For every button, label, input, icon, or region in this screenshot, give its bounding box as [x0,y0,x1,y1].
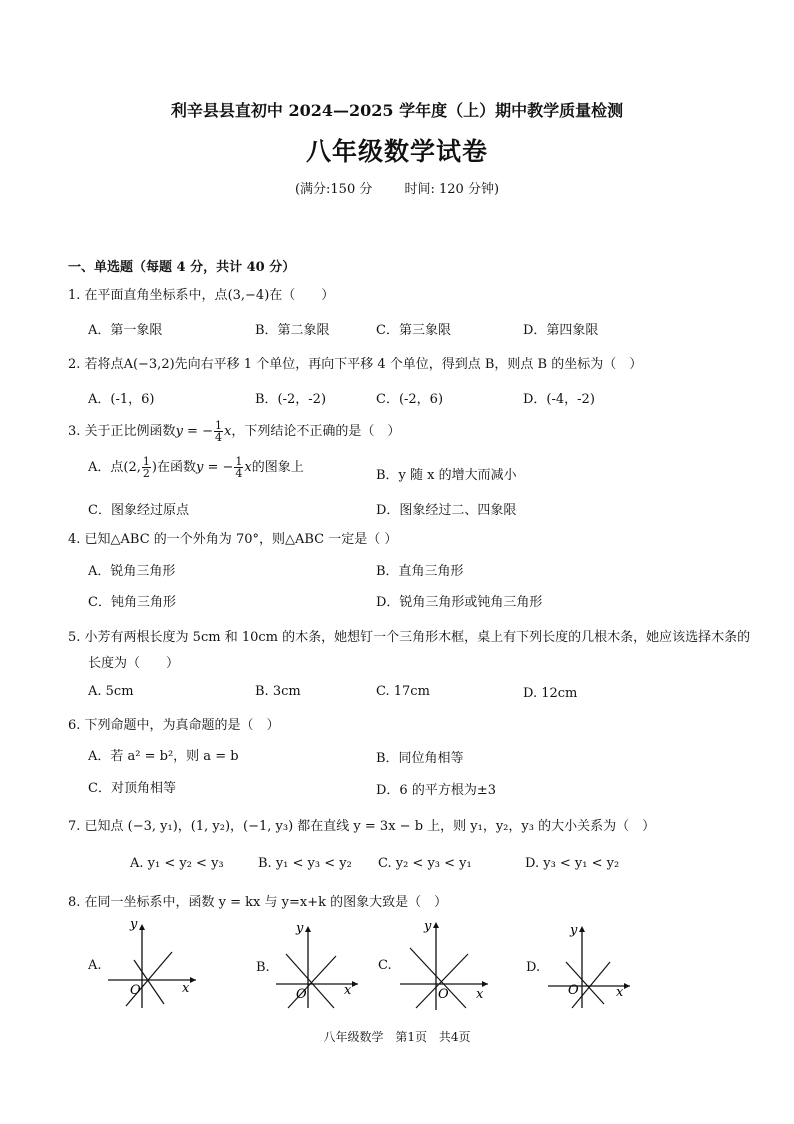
q3-option-b[interactable]: B．y 随 x 的增大而减小 [376,468,517,483]
y-axis-label: y [296,922,304,936]
section-heading: 一、单选题（每题 4 分，共计 40 分） [68,260,296,275]
q8-graph-c[interactable] [396,918,492,1014]
q8-graph-d[interactable] [544,922,634,1012]
question-7: 7. 已知点 (−3, y₁)，(1, y₂)，(−1, y₃) 都在直线 y = 3x − b 上，则 y₁，y₂，y₃ 的大小关系为（ ） [68,819,656,834]
q2-option-d[interactable]: D．(-4，-2) [523,392,595,407]
q1-option-c[interactable]: C．第三象限 [376,323,451,338]
exam-title: 八年级数学试卷 [305,137,488,166]
question-5: 5. 小芳有两根长度为 5cm 和 10cm 的木条，她想钉一个三角形木框，桌上有下列长度的几根木条，她应该选择木条的 [68,630,751,645]
origin-label: O [296,987,307,1002]
q4-option-b[interactable]: B．直角三角形 [376,564,464,579]
q6-option-b[interactable]: B．同位角相等 [376,751,464,766]
q7-option-a[interactable]: A. y₁ < y₂ < y₃ [130,856,224,871]
q4-option-d[interactable]: D．锐角三角形或钝角三角形 [376,595,543,610]
q3-option-a[interactable]: A．点(2, $\frac{1}{2}$ )在函数y = − $\frac{1}{4}$ x的图象上 [88,455,304,480]
q8-option-a-label[interactable]: A. [88,958,102,973]
q6-option-a[interactable]: A．若 a² = b²，则 a = b [88,749,239,764]
q1-option-b[interactable]: B．第二象限 [255,323,330,338]
q5-option-c[interactable]: C. 17cm [376,684,430,699]
q5-option-a[interactable]: A. 5cm [88,684,134,699]
fraction: $\frac{1}{4}$ [214,419,222,444]
point-expression: (3,−4) [227,288,270,303]
x-axis-label: x [616,985,624,1000]
question-5-line2: 长度为（ ） [88,656,180,671]
q8-option-b-label[interactable]: B. [256,960,270,975]
q4-option-c[interactable]: C．钝角三角形 [88,595,176,610]
q7-option-d[interactable]: D. y₃ < y₁ < y₂ [525,856,620,871]
q4-option-a[interactable]: A．锐角三角形 [88,564,176,579]
page-footer [0,1028,794,1045]
q7-option-b[interactable]: B. y₁ < y₃ < y₂ [258,856,352,871]
q6-option-c[interactable]: C．对顶角相等 [88,781,176,796]
q3-option-d[interactable]: D．图象经过二、四象限 [376,503,517,518]
question-6: 6. 下列命题中，为真命题的是（ ） [68,718,280,733]
q2-option-c[interactable]: C．(-2，6) [376,392,444,407]
x-axis-label: x [182,981,190,996]
origin-label: O [130,983,141,998]
q8-option-c-label[interactable]: C. [378,958,392,973]
x-axis-label: x [476,987,484,1002]
q3-option-c[interactable]: C．图象经过原点 [88,503,189,518]
q8-option-d-label[interactable]: D. [526,960,541,975]
footer-subject: 八年级数学 [323,1030,384,1044]
q2-option-a[interactable]: A．(-1，6) [88,392,155,407]
exam-time: 时间: 120 分钟) [404,182,500,197]
question-1: 1. 在平面直角坐标系中，点(3,−4)在（ ） [68,288,335,303]
school-title: 利辛县县直初中 2024—2025 学年度（上）期中教学质量检测 [170,101,624,120]
question-4: 4. 已知△ABC 的一个外角为 70°，则△ABC 一定是（ ） [68,532,398,547]
q5-option-d[interactable]: D. 12cm [523,686,578,701]
q8-graph-a[interactable] [104,920,200,1012]
origin-label: O [438,987,449,1002]
y-axis-label: y [130,920,138,932]
q8-graph-b[interactable] [272,922,362,1012]
exam-meta [0,178,794,197]
y-axis-label: y [424,919,432,934]
q1-option-a[interactable]: A．第一象限 [88,323,163,338]
footer-page: 第1页 [395,1030,427,1044]
origin-label: O [568,983,579,998]
footer-total: 共4页 [438,1030,471,1044]
x-axis-label: x [344,983,352,998]
q7-option-c[interactable]: C. y₂ < y₃ < y₁ [378,856,472,871]
question-2: 2. 若将点A(−3,2)先向右平移 1 个单位，再向下平移 4 个单位，得到点 B，则点 B 的坐标为（ ） [68,357,643,372]
q1-option-d[interactable]: D．第四象限 [523,323,599,338]
q6-option-d[interactable]: D．6 的平方根为±3 [376,783,496,798]
full-score: (满分:150 分 [294,182,373,197]
q2-option-b[interactable]: B．(-2，-2) [255,392,327,407]
question-8: 8. 在同一坐标系中，函数 y = kx 与 y=x+k 的图象大致是（ ） [68,895,448,910]
question-3: 3. 关于正比例函数y = − $\frac{1}{4}$ x，下列结论不正确的是（ ） [68,419,401,444]
y-axis-label: y [570,923,578,938]
q5-option-b[interactable]: B. 3cm [255,684,301,699]
